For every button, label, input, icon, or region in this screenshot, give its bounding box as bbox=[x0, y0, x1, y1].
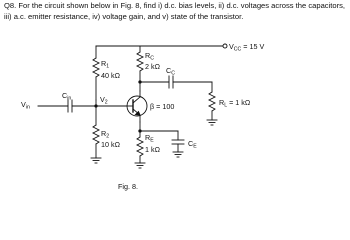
beta-label: β = 100 bbox=[150, 102, 175, 111]
rl-resistor bbox=[209, 92, 215, 111]
re-value: 1 kΩ bbox=[145, 145, 160, 154]
r2-label: $R_2$ bbox=[101, 129, 110, 140]
question-number: Q8. bbox=[4, 1, 17, 10]
ce-label: $C_E$ bbox=[188, 139, 197, 150]
figure-caption: Fig. 8. bbox=[118, 182, 138, 191]
re-label: $R_E$ bbox=[145, 133, 154, 144]
r1-value: 40 kΩ bbox=[101, 71, 120, 80]
r2-resistor bbox=[93, 125, 99, 144]
cin-label: $C_{in}$ bbox=[62, 91, 72, 102]
vcc-label: $V_{CC} = 15$ V bbox=[229, 42, 265, 53]
r2-value: 10 kΩ bbox=[101, 140, 120, 149]
rc-label: $R_C$ bbox=[145, 51, 154, 62]
re-resistor bbox=[137, 137, 143, 156]
r1-resistor bbox=[93, 58, 99, 77]
rl-label: $R_L = 1$ kΩ bbox=[219, 98, 251, 109]
cc-label: $C_C$ bbox=[166, 66, 175, 77]
v2-label: $V_2$ bbox=[100, 95, 108, 106]
transistor-collector bbox=[133, 97, 140, 103]
rc-value: 2 kΩ bbox=[145, 62, 160, 71]
vcc-terminal bbox=[223, 44, 227, 48]
rc-resistor bbox=[137, 52, 143, 71]
r1-label: $R_1$ bbox=[101, 59, 110, 70]
vin-label: $V_{in}$ bbox=[21, 100, 30, 111]
question-body: For the circuit shown below in Fig. 8, find i) d.c. bias levels, ii) d.c. voltages across the capacitors, iii) a.c. emitter resistance, iv) voltage gain, and v) state of the transistor. bbox=[4, 1, 346, 21]
